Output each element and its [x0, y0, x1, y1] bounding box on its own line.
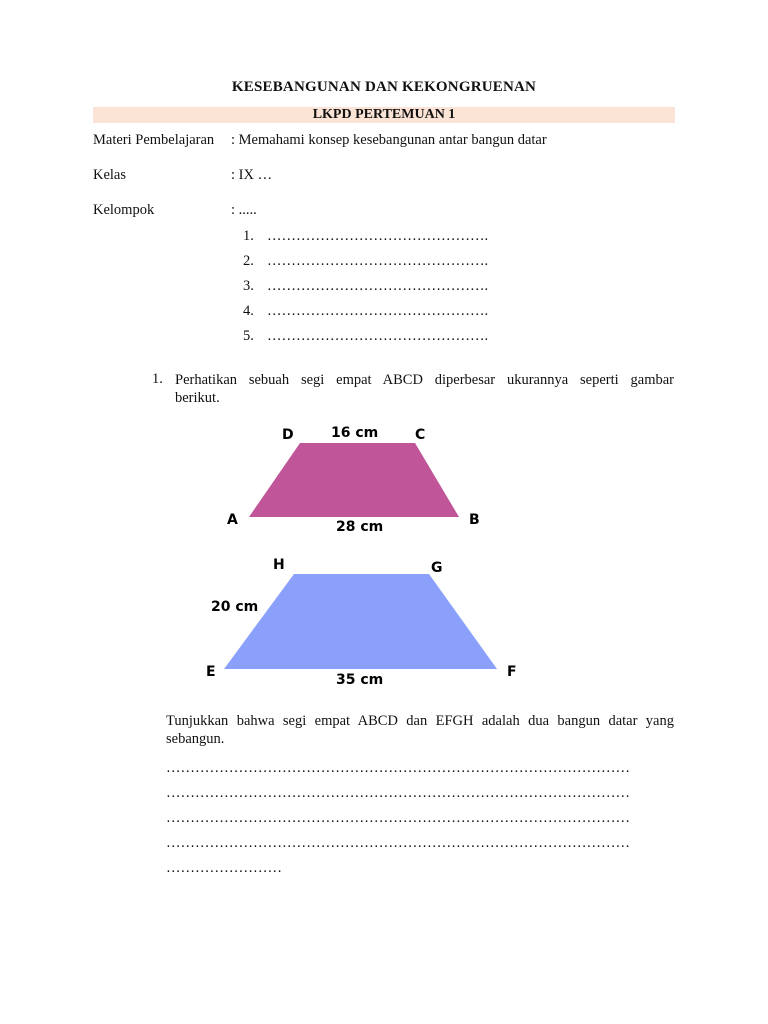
member-number: 5.: [243, 328, 254, 344]
member-blank: ……………………………………….: [267, 303, 489, 319]
trapezoid-efgh: [224, 574, 497, 669]
materi-label: Materi Pembelajaran: [93, 132, 215, 148]
member-number: 2.: [243, 253, 254, 269]
question-line-2: berikut.: [175, 390, 220, 406]
label-d: D: [282, 427, 294, 443]
member-blank: ……………………………………….: [267, 228, 489, 244]
label-g: G: [431, 560, 443, 576]
member-blank: ……………………………………….: [267, 278, 489, 294]
answer-line[interactable]: ……………………………………………………………………………………: [166, 810, 630, 826]
measure-eh: 20 cm: [211, 599, 259, 615]
kelas-label: Kelas: [93, 167, 127, 183]
kelompok-value: : .....: [231, 202, 257, 218]
page-title: KESEBANGUNAN DAN KEKONGRUENAN: [231, 79, 537, 95]
label-a: A: [227, 512, 238, 528]
prompt-line-1: Tunjukkan bahwa segi empat ABCD dan EFGH adalah dua bangun datar yang: [166, 713, 674, 729]
measure-ef: 35 cm: [336, 672, 384, 688]
member-blank: ……………………………………….: [267, 328, 489, 344]
label-f: F: [507, 664, 517, 680]
label-e: E: [206, 664, 216, 680]
kelas-value: : IX …: [231, 167, 273, 183]
trapezoid-abcd: [249, 443, 459, 517]
prompt-line-2: sebangun.: [166, 731, 225, 747]
subtitle-bar: LKPD PERTEMUAN 1: [93, 107, 675, 123]
kelompok-label: Kelompok: [93, 202, 155, 218]
member-number: 1.: [243, 228, 254, 244]
member-number: 4.: [243, 303, 254, 319]
question-line-1: Perhatikan sebuah segi empat ABCD diperbesar ukurannya seperti gambar: [175, 372, 674, 388]
answer-line[interactable]: ……………………………………………………………………………………: [166, 760, 630, 776]
measure-ab: 28 cm: [336, 519, 384, 535]
member-blank: ……………………………………….: [267, 253, 489, 269]
prompt-text: [166, 712, 674, 748]
answer-line[interactable]: ……………………………………………………………………………………: [166, 835, 630, 851]
label-b: B: [469, 512, 480, 528]
materi-value: : Memahami konsep kesebangunan antar bangun datar: [231, 132, 547, 148]
answer-line[interactable]: ……………………: [166, 860, 282, 876]
member-number: 3.: [243, 278, 254, 294]
question-number: 1.: [152, 371, 163, 387]
label-h: H: [273, 557, 285, 573]
measure-dc: 16 cm: [331, 425, 379, 441]
answer-line[interactable]: ……………………………………………………………………………………: [166, 785, 630, 801]
label-c: C: [415, 427, 426, 443]
